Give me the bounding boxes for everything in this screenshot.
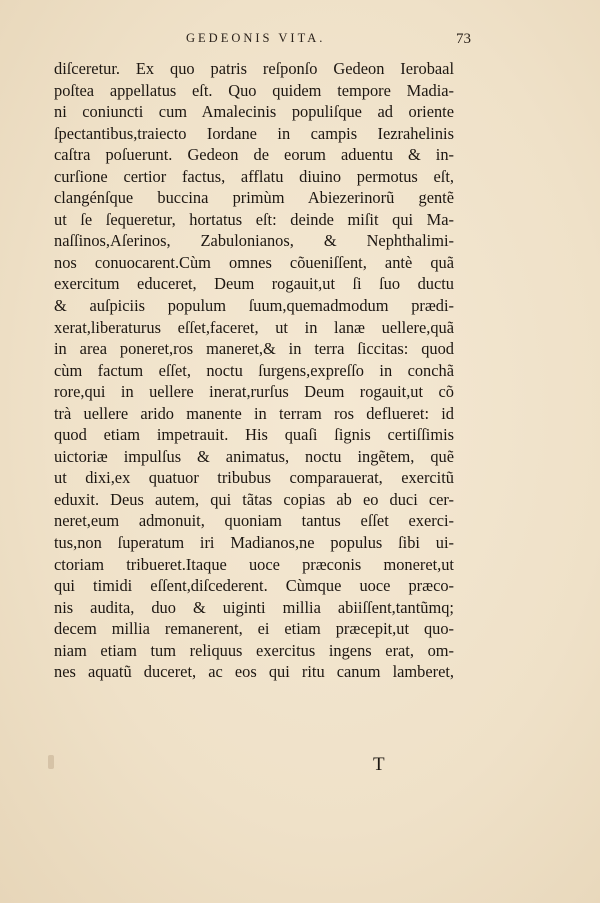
text-line: ſpectantibus,traiecto Iordane in campis Iezrahelinis xyxy=(54,123,454,143)
text-line: nes aquatũ duceret, ac eos qui ritu canum lamberet, xyxy=(54,662,454,682)
text-line: eduxit. Deus autem, qui tãtas copias ab eo duci cer- xyxy=(54,489,454,509)
body-text xyxy=(54,58,454,683)
text-line: diſceretur. Ex quo patris reſponſo Gedeon Ierobaal xyxy=(54,59,454,78)
text-line: niam etiam tum reliquus exercitus ingens erat, om- xyxy=(54,640,454,660)
text-line: & auſpiciis populum ſuum,quemadmodum prædi- xyxy=(54,296,454,316)
text-line: quod etiam impetrauit. His quaſi ſignis certiſſimis xyxy=(54,425,454,445)
text-line: neret,eum admonuit, quoniam tantus eſſet exerci- xyxy=(54,511,454,531)
text-line: qui timidi eſſent,diſcederent. Cùmque uoce præco- xyxy=(54,576,454,596)
text-line: rore,qui in uellere inerat,rurſus Deum rogauit,ut cõ xyxy=(54,382,454,402)
text-line: caſtra poſuerunt. Gedeon de eorum aduentu & in- xyxy=(54,145,454,165)
text-line: ut dixi,ex quatuor tribubus comparauerat, exercitũ xyxy=(54,468,454,488)
text-line: ctoriam tribueret.Itaque uoce præconis moneret,ut xyxy=(54,554,454,574)
text-line: clangénſque buccina primùm Abiezerinorũ gentẽ xyxy=(54,188,454,208)
text-line: nos conuocarent.Cùm omnes cõueniſſent, antè quã xyxy=(54,252,454,272)
text-line: poſtea appellatus eſt. Quo quidem tempore Madia- xyxy=(54,80,454,100)
text-line: decem millia remanerent, ei etiam præcepit,ut quo- xyxy=(54,619,454,639)
page-number: 73 xyxy=(456,31,471,47)
text-line: in area poneret,ros maneret,& in terra ſiccitas: quod xyxy=(54,339,454,359)
text-line: curſione certior factus, afflatu diuino permotus eſt, xyxy=(54,166,454,186)
text-line: nis audita, duo & uiginti millia abiiſſent,tantũmq; xyxy=(54,597,454,617)
catchword: T xyxy=(373,754,385,775)
text-line: cùm factum eſſet, noctu ſurgens,expreſſo in conchã xyxy=(54,360,454,380)
text-line: ut ſe ſequeretur, hortatus eſt: deinde miſit qui Ma- xyxy=(54,209,454,229)
text-line: xerat,liberaturus eſſet,faceret, ut in lanæ uellere,quã xyxy=(54,317,454,337)
text-line: tus,non ſuperatum iri Madianos,ne populus ſibi ui- xyxy=(54,533,454,553)
running-title: GEDEONIS VITA. xyxy=(186,31,326,45)
text-line: naſſinos,Aſerinos, Zabulonianos, & Nephthalimi- xyxy=(54,231,454,251)
text-line: trà uellere arido manente in terram ros deflueret: id xyxy=(54,403,454,423)
text-line: uictoriæ impulſus & animatus, noctu ingẽtem, quẽ xyxy=(54,446,454,466)
ink-smudge xyxy=(48,755,54,769)
text-line: ni coniuncti cum Amalecinis populiſque ad oriente xyxy=(54,102,454,122)
text-line: exercitum educeret, Deum rogauit,ut ſi ſuo ductu xyxy=(54,274,454,294)
